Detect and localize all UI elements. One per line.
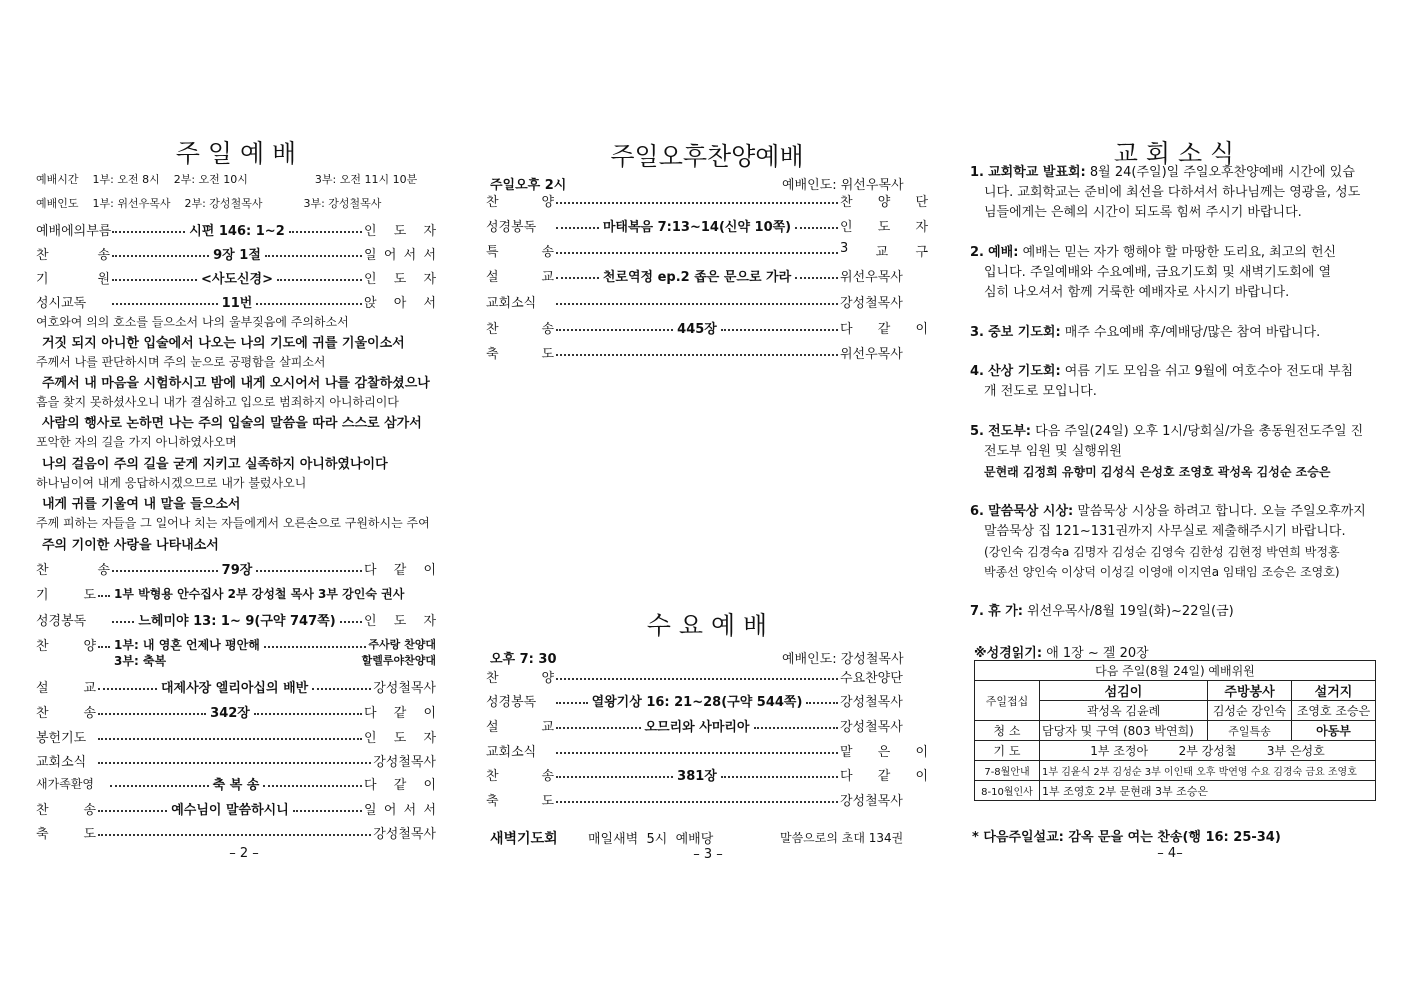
- order-row: 기 도 1부 박형용 안수집사 2부 강성철 목사 3부 강인숙 권사: [36, 586, 405, 603]
- order-row: 찬 송 381장 다 같 이: [486, 768, 929, 784]
- psalm-line: 내게 귀를 기울여 내 말을 들으소서: [42, 497, 241, 512]
- order-row: 찬 송 예수님이 말씀하시니 일 어 서 서: [36, 802, 436, 818]
- psalm-line: 주께서 나를 판단하시며 주의 눈으로 공평함을 살피소서: [36, 355, 326, 369]
- order-row: 축 도 위선우목사: [486, 346, 903, 362]
- order-row: 교회소식 강성철목사: [486, 295, 903, 311]
- order-row: 봉헌기도 인 도 자: [36, 730, 436, 746]
- news-item: 6. 말씀묵상 시상: 말씀묵상 시상을 하려고 합니다. 오늘 주일오후까지 말씀묵상 집 121~131권까지 사무실로 제출해주시기 바랍니다. (강인숙 김경숙a 김명자 김성순 김영숙 김한성 김현정 박연희 박정홍 박종선 양인숙 이상덕 이성길 이영애 이지연a 임태임 조승은 조영호): [970, 504, 1366, 579]
- psalm-line: 하나님이여 내게 응답하시겠으므로 내가 불렀사오니: [36, 476, 307, 490]
- order-row: 찬 양 찬 양 단: [486, 194, 928, 210]
- order-row: 찬 송 79장 다 같 이: [36, 562, 436, 578]
- wednesday-leader: 예배인도: 강성철목사: [782, 652, 904, 667]
- order-row: 3부: 축복 할렐루야찬양대: [114, 653, 436, 668]
- afternoon-worship-title: 주일오후찬양예배: [610, 142, 804, 171]
- order-row: 성경봉독 마태복음 7:13~14(신약 10쪽) 인 도 자: [486, 219, 928, 235]
- order-row: 새가족환영 축 복 송 다 같 이: [36, 776, 437, 793]
- roster-title: 다음 주일(8월 24일) 예배위원: [975, 661, 1376, 681]
- psalm-line: 흠을 찾지 못하셨사오니 내가 결심하고 입으로 범죄하지 아니하리이다: [36, 395, 399, 409]
- page-number: – 3 –: [693, 847, 723, 862]
- news-item: 1. 교회학교 발표회: 8월 24(주일)일 주일오후찬양예배 시간에 있습 니다. 교회학교는 준비에 최선을 다하셔서 하나님께는 영광을, 성도 님들에게는 은혜의 시간이 되도록 힘써 주시기 바랍니다.: [970, 165, 1361, 220]
- page-number: – 4–: [1157, 846, 1183, 861]
- order-row: 찬 송 342장 다 같 이: [36, 705, 437, 721]
- order-row: 찬 양 수요찬양단: [486, 670, 903, 686]
- order-row: 특 송 3 교 구: [486, 240, 928, 260]
- psalm-line: 사람의 행사로 논하면 나는 주의 입술의 말씀을 따라 스스로 삼가서: [42, 416, 422, 431]
- order-row: 교회소식 강성철목사: [36, 754, 436, 770]
- order-row: 교회소식 맡 은 이: [486, 744, 928, 760]
- bible-reading: ※성경읽기: 애 1장 ~ 겔 20장: [974, 646, 1149, 661]
- order-row: 찬 송 9장 1절 일 어 서 서: [36, 247, 437, 263]
- psalm-line: 나의 걸음이 주의 길을 굳게 지키고 실족하지 아니하였나이다: [42, 457, 388, 472]
- order-row: 축 도 강성철목사: [486, 793, 903, 809]
- psalm-line: 여호와여 의의 호소를 들으소서 나의 울부짖음에 주의하소서: [36, 315, 349, 329]
- news-item: 5. 전도부: 다음 주일(24일) 오후 1시/당회실/가을 총동원전도주일 진 전도부 임원 및 실행위원 문현래 김정희 유향미 김성식 은성호 조영호 곽성옥 김성순 조승은: [970, 424, 1364, 479]
- dawn-prayer-book: 말씀으로의 초대 134권: [780, 831, 904, 845]
- order-row: 성시교독 11번 앉 아 서: [36, 295, 436, 311]
- worship-committee-table: 다음 주일(8월 24일) 예배위원 주일접십 섬김이 주방봉사 설거지 곽성옥 김윤례 김성순 강인숙 조영호 조승은 청 소 담당자 및 구역 (803 박연희) 주일특송 아동부 기 도 1부 조정아 2부 강성철 3부 은성호 7-8월안내 1부 김윤식 2부 김성순 3부 이인태 오후 박연영 수요 김경숙 금요 조영호 8-10월인사 1부 조영호 2부 문현래 3부 조승은: [974, 660, 1376, 801]
- church-news-title: 교 회 소 식: [1113, 139, 1235, 168]
- worship-leaders: 예배인도 1부: 위선우목사 2부: 강성철목사 3부: 강성철목사: [36, 197, 382, 210]
- order-row: 기 원 <사도신경> 인 도 자: [36, 271, 436, 287]
- psalm-line: 주께서 내 마음을 시험하시고 밤에 내게 오시어서 나를 감찰하셨으나: [42, 376, 430, 391]
- psalm-line: 거짓 되지 아니한 입술에서 나오는 나의 기도에 귀를 기울이소서: [42, 336, 405, 351]
- afternoon-leader: 예배인도: 위선우목사: [782, 178, 904, 193]
- order-row: 찬 송 445장 다 같 이: [486, 321, 929, 337]
- order-row: 찬 양 1부: 내 영혼 언제나 평안해 주사랑 찬양대: [36, 637, 436, 654]
- news-item: 3. 중보 기도회: 매주 수요예배 후/예배당/많은 참여 바랍니다.: [970, 325, 1321, 340]
- order-row: 축 도 강성철목사: [36, 826, 436, 842]
- order-row: 예배에의부름 시편 146: 1~2 인 도 자: [36, 223, 436, 239]
- worship-times: 예배시간 1부: 오전 8시 2부: 오전 10시 3부: 오전 11시 10분: [36, 173, 418, 186]
- next-sermon: * 다음주일설교: 감옥 문을 여는 찬송(행 16: 25-34): [972, 830, 1281, 845]
- psalm-line: 포악한 자의 길을 가지 아니하였사오며: [36, 435, 237, 449]
- order-row: 설 교 대제사장 엘리아십의 배반 강성철목사: [36, 680, 436, 696]
- wednesday-worship-title: 수 요 예 배: [646, 611, 768, 640]
- news-item: 4. 산상 기도회: 여름 기도 모임을 쉬고 9월에 여호수아 전도대 부침 개 전도로 모입니다.: [970, 364, 1354, 399]
- order-row: 성경봉독 열왕기상 16: 21~28(구약 544쪽) 강성철목사: [486, 694, 903, 710]
- order-row: 설 교 천로역정 ep.2 좁은 문으로 가라 위선우목사: [486, 269, 903, 285]
- page-number: – 2 –: [229, 846, 259, 861]
- news-item: 7. 휴 가: 위선우목사/8월 19일(화)~22일(금): [970, 604, 1234, 619]
- sunday-worship-title: 주 일 예 배: [175, 139, 297, 168]
- order-row: 성경봉독 느헤미야 13: 1~ 9(구약 747쪽) 인 도 자: [36, 613, 436, 629]
- dawn-prayer-title: 새벽기도회: [490, 831, 558, 847]
- psalm-line: 주께 피하는 자들을 그 일어나 치는 자들에게서 오른손으로 구원하시는 주여: [36, 516, 430, 530]
- order-row: 설 교 오므리와 사마리아 강성철목사: [486, 719, 903, 735]
- psalm-line: 주의 기이한 사랑을 나타내소서: [42, 538, 219, 553]
- dawn-prayer-time: 매일새벽 5시 예배당: [588, 832, 714, 847]
- news-item: 2. 예배: 예배는 믿는 자가 행해야 할 마땅한 도리요, 최고의 헌신 입니다. 주일예배와 수요예배, 금요기도회 및 새벽기도회에 열 심히 나오셔서 함께 거룩한 예배자로 사시기 바랍니다.: [970, 245, 1337, 300]
- afternoon-time: 주일오후 2시: [490, 178, 567, 193]
- wednesday-time: 오후 7: 30: [490, 652, 557, 667]
